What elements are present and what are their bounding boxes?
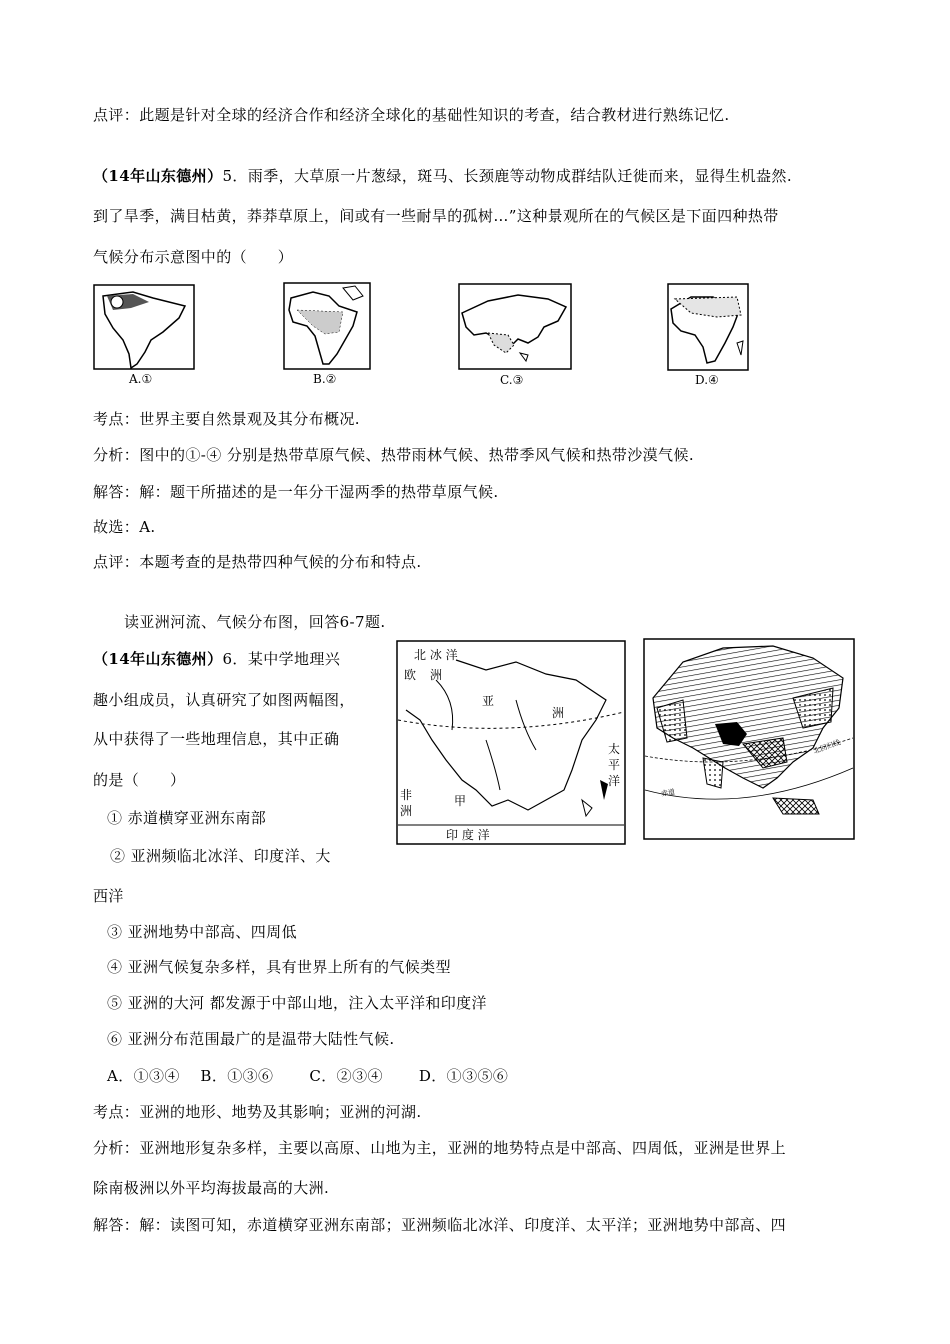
asia-rivers-map [396,640,626,845]
statement-5: ⑤ 亚洲的大河 都发源于中部山地，注入太平洋和印度洋 [107,994,487,1012]
label-africa-1: 非 [400,788,413,802]
kaodian-6: 考点：亚洲的地形、地势及其影响；亚洲的河湖. [93,1103,422,1121]
question-6-line-2: 趣小组成员，认真研究了如图两幅图， [93,691,355,709]
label-indian-ocean: 印 度 洋 [446,828,490,842]
question-5-line-1 [93,165,792,186]
statement-1: ① 赤道横穿亚洲东南部 [107,809,267,827]
jieda-5: 解答：解：题干所描述的是一年分干湿两季的热带草原气候. [93,483,499,501]
question-text: 6．某中学地理兴 [222,650,341,668]
north-africa-map [667,283,749,371]
map-option-a [93,284,195,386]
label-jia: 甲 [454,794,467,808]
map-option-b [283,282,371,386]
statement-4: ④ 亚洲气候复杂多样，具有世界上所有的气候类型 [107,958,451,976]
question-source: （14年山东德州） [93,650,223,668]
label-europe-2: 洲 [430,668,443,682]
statement-2: ② 亚洲频临北冰洋、印度洋、大 [110,847,331,865]
question-text: 5．雨季，大草原一片葱绿，斑马、长颈鹿等动物成群结队迁徙而来，显得生机盎然. [222,167,792,185]
asia-climate-map-graphic [643,638,855,840]
map-option-d [667,283,749,387]
dianping-5: 点评：本题考查的是热带四种气候的分布和特点. [93,553,422,571]
comment-line: 点评：此题是针对全球的经济合作和经济全球化的基础性知识的考查，结合教材进行熟练记忆. [93,106,730,124]
question-source: （14年山东德州） [93,167,223,185]
label-equator: 赤道 [660,787,676,799]
option-c-label: C.③ [500,373,524,387]
question-6-line-3: 从中获得了一些地理信息，其中正确 [93,730,340,748]
answer-choices: A．①③④ B．①③⑥ C．②③④ D．①③⑤⑥ [107,1067,509,1085]
label-arctic-ocean: 北 冰 洋 [414,648,458,662]
label-pacific-2: 平 [608,758,621,772]
label-asia-1: 亚 [482,694,495,708]
fenxi-6-line-2: 除南极洲以外平均海拔最高的大洲. [93,1179,330,1197]
south-america-map [93,284,195,370]
fenxi-5: 分析：图中的①-④ 分别是热带草原气候、热带雨林气候、热带季风气候和热带沙漠气候. [93,446,695,464]
label-pacific-1: 太 [608,742,621,756]
jieda-6: 解答：解：读图可知，赤道横穿亚洲东南部；亚洲频临北冰洋、印度洋、太平洋；亚洲地势中部高、四 [93,1216,787,1234]
map-option-c [458,283,572,387]
asia-climate-map [643,638,855,840]
question-5-line-3: 气候分布示意图中的（ ） [93,248,294,266]
question-6-line-4: 的是（ ） [93,771,186,789]
option-d-label: D.④ [695,373,719,387]
label-asia-2: 洲 [552,706,565,720]
asia-map [458,283,572,370]
question-5-line-2: 到了旱季，满目枯黄，莽莽草原上，间或有一些耐旱的孤树…”这种景观所在的气候区是下面四种热带 [93,207,779,225]
option-a-label: A.① [129,372,153,386]
label-europe-1: 欧 [404,668,417,682]
statement-6: ⑥ 亚洲分布范围最广的是温带大陆性气候. [107,1030,395,1048]
intro-6-7: 读亚洲河流、气候分布图，回答6-7题. [124,613,386,631]
fenxi-6-line-1: 分析：亚洲地形复杂多样，主要以高原、山地为主，亚洲的地势特点是中部高、四周低，亚洲是世界上 [93,1139,787,1157]
africa-map [283,282,371,370]
guxuan-5: 故选：A. [93,518,156,536]
statement-2-cont: 西洋 [93,887,124,905]
option-b-label: B.② [313,372,337,386]
label-tropic: 北回归线 [812,738,842,756]
label-pacific-3: 洋 [608,774,621,788]
label-africa-2: 洲 [400,804,413,818]
kaodian-5: 考点：世界主要自然景观及其分布概况. [93,410,360,428]
question-6-line-1 [93,648,340,669]
statement-3: ③ 亚洲地势中部高、四周低 [107,923,297,941]
